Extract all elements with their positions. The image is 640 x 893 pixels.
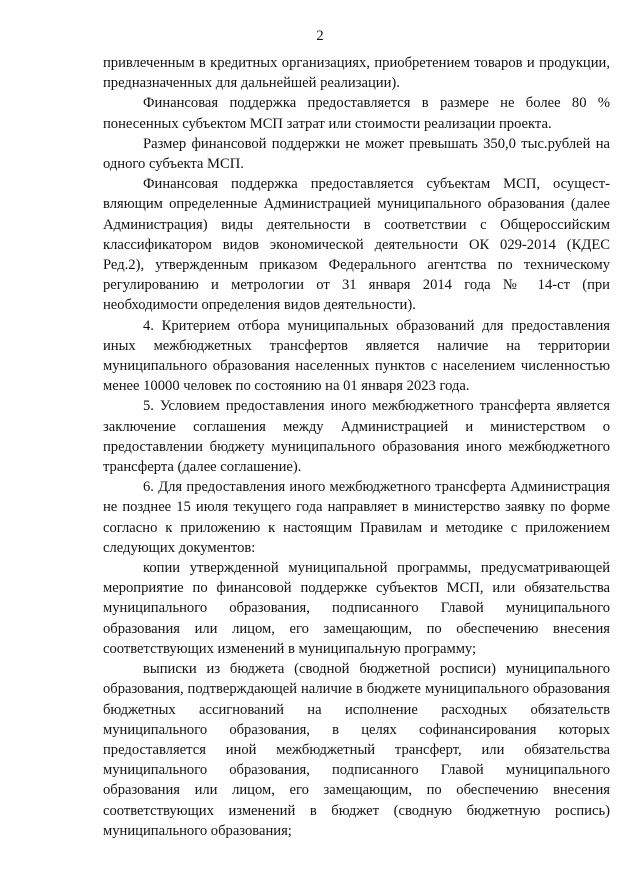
paragraph: копии утвержденной муниципальной программы, предусматривающей мероприятие по финансовой поддержке субъектов МСП, или обязательства муниципального образования, подписанного Главой муниципального образования или лицом, его замещающим, по обеспечению внесения соответствующих изменений в муниципальную программу; (103, 560, 610, 657)
paragraph: Финансовая поддержка предоставляется в размере не более 80 % понесенных субъектом МСП затрат или стоимости реализации проекта. (103, 95, 610, 132)
document-body (103, 53, 610, 841)
paragraph: привлеченным в кредитных организациях, приобретением товаров и продукции, предназначенных для дальнейшей реализации). (103, 55, 610, 92)
paragraph: 6. Для предоставления иного межбюджетного трансферта Администрация не позднее 15 июля текущего года направляет в министерство заявку по форме согласно к приложению к настоящим Правилам и методике с приложением следующих документов: (103, 479, 610, 556)
paragraph: выписки из бюджета (сводной бюджетной росписи) муниципального образования, подтверждающей наличие в бюджете муниципального образования бюджетных ассигнований на исполнение расходных обязательств муниципального образования, в целях софинансирования которых предоставляется иной межбюджетный трансферт, или обязательства муниципального образования, подписанного Главой муниципального образования или лицом, его замещающим, по обеспечению внесения соответствующих изменений в бюджет (сводную бюджетную роспись) муниципального образования; (103, 661, 610, 839)
paragraph: Размер финансовой поддержки не может превышать 350,0 тыс.рублей на одного субъекта МСП. (103, 135, 610, 173)
paragraph: 4. Критерием отбора муниципальных образований для предоставления иных межбюджетных трансфертов является наличие на территории муниципального образования населенных пунктов с населением численностью менее 10000 человек по состоянию на 01 января 2023 года. (103, 317, 610, 395)
paragraph: 5. Условием предоставления иного межбюджетного трансферта является заключение соглашения между Администрацией и министерством о предоставлении бюджету муниципального образования иного межбюджетного трансферта (далее соглашение). (103, 398, 610, 476)
page-number: 2 (316, 28, 324, 44)
paragraph: Финансовая поддержка предоставляется субъектам МСП, осуществляющим определенные Администрацией муниципального образования (далее Администрация) виды деятельности в соответствии с Общероссийским классификатором видов экономической деятельности ОК 029-2014 (КДЕС Ред.2), утвержденным приказом Федерального агентства по техническому регулированию и метрологии от 31 января 2014 года № 14-ст (при необходимости определения видов деятельности). (103, 176, 610, 314)
